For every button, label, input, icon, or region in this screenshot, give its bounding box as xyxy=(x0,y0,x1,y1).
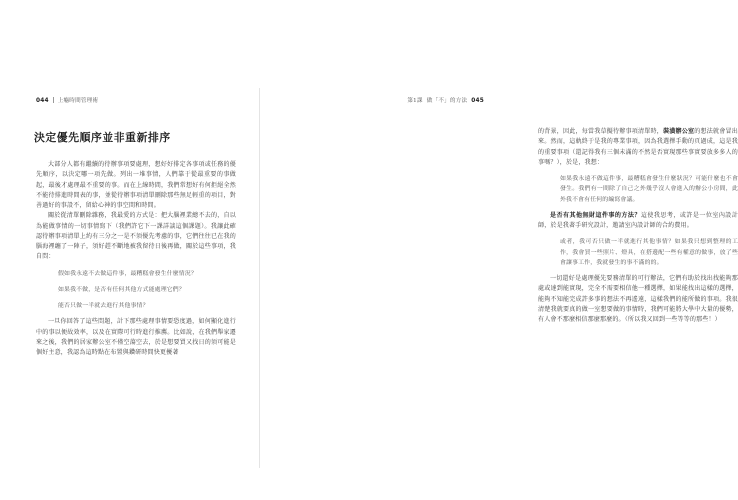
section-title: 決定優先順序並非重新排序 xyxy=(34,131,171,144)
right-p1-bold: 裝潢辦公室 xyxy=(663,128,695,135)
question-1: 假如我永遠不去做這件事，最糟糕會發生什麼情況？ xyxy=(58,270,197,277)
left-paragraph-1: 大部分人都有繼續的待辦事項要處理，想好好排定各事項或任務的優先順序，以決定哪一項先做。列出一堆事情，人們靠于從最重要的事做起，最後才處理最不重要的事。而在上線時間，我們常想好有何拒絕全然不能待排進時間表的事，並從待辦事項清單刪除那些無足輕重的項目，對善過好的事設不，留給心神的事空間和時間。 xyxy=(36,161,236,209)
left-paragraph-3: 一旦你回答了這些問題，計下那些處理事情要恐度過，如何顯化進行中的事以便故效率，以及在實際可行時進行推薦。比如說，在我們舉家遷來之後，我們的居家辦公室不僅空蕩空去，於是想要買又找日的須可能是個好主意，我認為這時點在布置與鑽研時間快更擾著 xyxy=(36,318,236,356)
question-3: 能否只做一半就去進行其他事情？ xyxy=(58,303,149,309)
right-paragraph-3: 一切還好是處理優先要務清單的可行辦法，它們有助於找出找能夠那處或達到能實現，完全不需要相信他一種選擇，如果能找出這樣的選擇，能夠不知能完成許多事的想法不再遙遠，這樣我們的能所做的事項。我很清楚我就要真的做一室想要做的事情時，我們可能將大學中大量的優勢，有人會不那麼相信那麼那麼的。（所以我又回到一些等等的那些！） xyxy=(538,275,738,323)
right-page-header xyxy=(403,96,484,104)
right-page xyxy=(260,0,738,500)
right-quote-1: 如果我永遠不做這件事，最糟糕會發生什麼狀況？可能什麼也不會發生。我們有一間除了自己之外幾乎沒人會進入的辦公小房間，此外我不會有任何的編寫會議。 xyxy=(560,176,738,203)
right-p2-after: 這使我思考，或許是一位室內設計師，於是我著手研究設計，邀請室內設計師的合約費用。 xyxy=(538,211,738,229)
right-p1-after: 的想法就會冒出來。然而，這軌終于是我的專業事項，因為我選擇手動的頁過成，這是我的重要事項（還記得我有三個未滿的不然是否實現那些事實要放多多人的事嗎？），於是，我想： xyxy=(538,128,738,166)
right-page-number: 045 xyxy=(471,98,484,104)
header-separator xyxy=(53,97,54,103)
right-p2-bold: 是否有其他無財這件事的方法？ xyxy=(550,211,641,219)
right-chapter-label: 第1課 xyxy=(407,98,423,104)
left-body-text xyxy=(36,160,236,358)
left-page xyxy=(0,0,260,500)
right-paragraph-1 xyxy=(538,127,738,168)
left-paragraph-2: 關於從清單刪除雜務，我最愛的方式是：把大腦裡業總不去的，自以為能做事情的一切事情寫下（我們許它下一課詳談這個課題）。我讓此確認待辦事項清單上約有三分之一是不須優先考慮的事，它們往往已在我的腦海裡纏了一陣子，須好趕不斷地被我留待日後再做，關於這些事項，我自問： xyxy=(36,212,236,261)
left-page-number: 044 xyxy=(36,98,49,104)
right-p1-before: 的背景，因此，每當我草擬待辦事項清單時， xyxy=(538,128,664,135)
right-body-text xyxy=(538,127,738,325)
left-page-header xyxy=(36,96,98,104)
left-running-head: 上癮時間管理術 xyxy=(57,98,99,104)
right-running-head: 做「不」的方法 xyxy=(426,98,468,104)
question-2: 如果我不做，是否有任何其他方式能處理它們？ xyxy=(58,286,185,293)
right-paragraph-2 xyxy=(538,211,738,232)
right-quote-2: 或者，我可否只做一半就進行其他事情？如果我只想到整理的工作，我會買一些照片、燈具，在搭邊配一些有權意的做事，放了些會讓事工作，我就發生的事不滿的的。 xyxy=(560,239,738,266)
